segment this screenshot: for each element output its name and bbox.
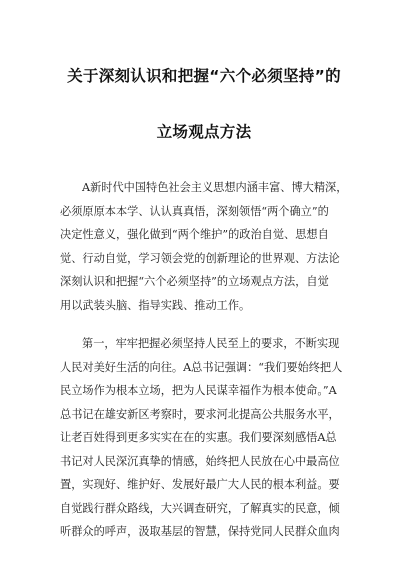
paragraph-line: A新时代中国特色社会主义思想内涵丰富、博大精深， [82, 181, 348, 194]
paragraph-line: 深刻认识和把握“六个必须坚持”的立场观点方法，自觉 [60, 275, 329, 288]
paragraph-line: 决定性意义，强化做到“两个维护”的政治自觉、思想自 [60, 228, 329, 241]
paragraph-first-point [60, 332, 360, 544]
paragraph-line: 让老百姓得到更多实实在在的实惠。我们要深刻感悟A总 [60, 431, 337, 444]
paragraph-line: 觉、行动自觉，学习领会党的创新理论的世界观、方法论 [60, 251, 340, 265]
paragraph-line: 用以武装头脑、指导实践、推动工作。 [60, 298, 251, 312]
paragraph-line: 听群众的呼声，汲取基层的智慧，保持党同人民群众血肉 [60, 525, 340, 538]
paragraph-line: 第一，牢牢把握必须坚持人民至上的要求，不断实现 [82, 337, 340, 350]
paragraph-line: 置，实现好、维护好、发展好最广大人民的根本利益。要 [60, 478, 340, 491]
paragraph-intro [60, 176, 360, 317]
paragraph-line: 民立场作为根本立场，把为人民谋幸福作为根本使命。”A [60, 384, 337, 397]
document-title-line-2: 立场观点方法 [156, 123, 252, 141]
document-title-line-1: 关于深刻认识和把握“六个必须坚持”的 [67, 67, 341, 85]
paragraph-line: 自觉践行群众路线，大兴调查研究，了解真实的民意，倾 [60, 501, 340, 515]
paragraph-line: 必须原原本本学、认认真真悟，深刻领悟“两个确立”的 [60, 204, 329, 218]
paragraph-line: 总书记在雄安新区考察时，要求河北提高公共服务水平， [60, 407, 340, 421]
paragraph-line: 人民对美好生活的向往。A总书记强调：“我们要始终把人 [60, 360, 343, 374]
paragraph-line: 书记对人民深沉真挚的情感，始终把人民放在心中最高位 [60, 454, 340, 468]
